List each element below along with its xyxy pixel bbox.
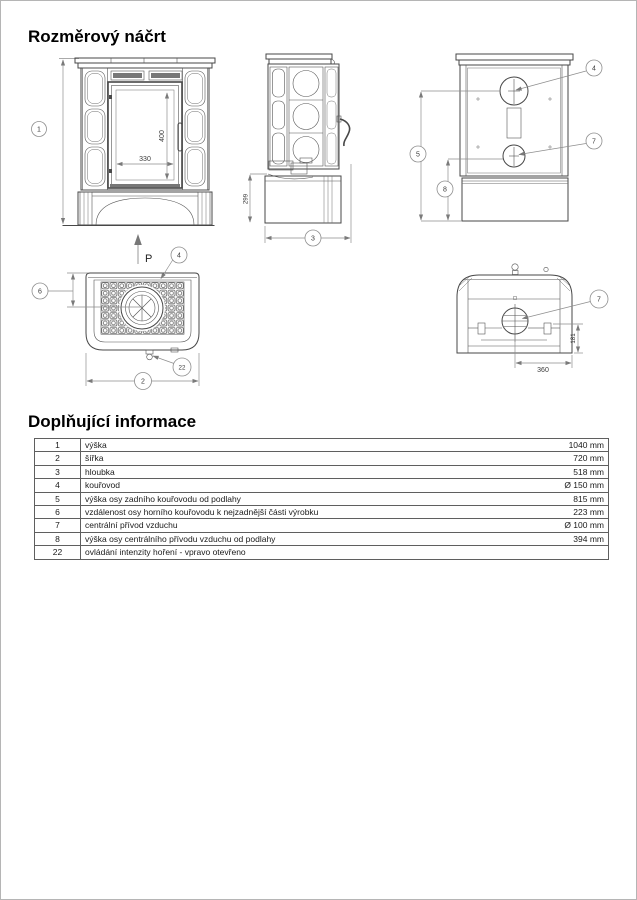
table-row <box>35 519 609 532</box>
row-description: ovládání intenzity hoření - vpravo otevřeno <box>81 546 503 559</box>
row-number: 1 <box>35 439 81 452</box>
row-value: 223 mm <box>502 506 609 519</box>
row-number: 4 <box>35 479 81 492</box>
view-bottom <box>457 264 608 374</box>
row-description: výška <box>81 439 503 452</box>
balloon-flue-height <box>410 146 426 162</box>
table-row <box>35 546 609 559</box>
row-number: 7 <box>35 519 81 532</box>
table-row <box>35 465 609 478</box>
svg-text:3: 3 <box>311 235 315 243</box>
dim-door-height: 400 <box>159 130 166 142</box>
row-description: šířka <box>81 452 503 465</box>
row-number: 6 <box>35 506 81 519</box>
row-value: 815 mm <box>502 492 609 505</box>
balloon-flue <box>171 247 187 263</box>
row-value <box>502 546 609 559</box>
dim-door-width: 330 <box>139 156 151 163</box>
svg-text:1: 1 <box>37 126 41 134</box>
balloon-air-inlet <box>586 133 602 149</box>
balloon-air-inlet-bottom <box>590 290 608 308</box>
row-number: 2 <box>35 452 81 465</box>
front-direction-arrow <box>134 234 152 265</box>
dim-base-height: 299 <box>242 193 250 205</box>
balloon-air-height <box>437 181 453 197</box>
dim-inlet-depth: 181 <box>570 333 577 344</box>
balloon-control <box>173 358 191 376</box>
row-value: 518 mm <box>502 465 609 478</box>
row-number: 22 <box>35 546 81 559</box>
dimensional-drawing <box>1 1 637 401</box>
svg-text:6: 6 <box>38 288 42 296</box>
view-top <box>32 247 199 390</box>
svg-text:22: 22 <box>178 364 186 372</box>
section-title-dimensional-sketch: Rozměrový náčrt <box>28 27 166 46</box>
view-back <box>410 54 602 221</box>
row-number: 8 <box>35 532 81 545</box>
balloon-depth <box>305 230 321 246</box>
row-description: centrální přívod vzduchu <box>81 519 503 532</box>
section-title-additional-info: Doplňující informace <box>28 412 197 431</box>
svg-text:4: 4 <box>592 65 596 73</box>
balloon-offset <box>32 283 48 299</box>
balloon-width <box>135 373 152 390</box>
additional-info-table <box>34 438 609 560</box>
direction-label: P <box>145 253 153 265</box>
table-row <box>35 532 609 545</box>
table-row <box>35 492 609 505</box>
row-value: 1040 mm <box>502 439 609 452</box>
row-value: Ø 100 mm <box>502 519 609 532</box>
balloon-flue-top <box>586 60 602 76</box>
svg-text:7: 7 <box>597 296 601 304</box>
view-front <box>32 58 216 226</box>
row-description: hloubka <box>81 465 503 478</box>
svg-text:8: 8 <box>443 186 447 194</box>
table-row <box>35 479 609 492</box>
dim-half-width: 360 <box>537 367 549 374</box>
table-row <box>35 452 609 465</box>
svg-text:2: 2 <box>141 378 145 386</box>
row-value: 720 mm <box>502 452 609 465</box>
balloon-height <box>32 122 47 137</box>
row-description: výška osy centrálního přívodu vzduchu od podlahy <box>81 532 503 545</box>
row-description: kouřovod <box>81 479 503 492</box>
row-description: výška osy zadního kouřovodu od podlahy <box>81 492 503 505</box>
view-side <box>243 54 352 246</box>
svg-text:4: 4 <box>177 252 181 260</box>
svg-text:7: 7 <box>592 138 596 146</box>
row-value: 394 mm <box>502 532 609 545</box>
row-number: 5 <box>35 492 81 505</box>
table-row <box>35 506 609 519</box>
table-row <box>35 439 609 452</box>
row-description: vzdálenost osy horního kouřovodu k nejzadnější části výrobku <box>81 506 503 519</box>
svg-text:5: 5 <box>416 151 420 159</box>
row-value: Ø 150 mm <box>502 479 609 492</box>
row-number: 3 <box>35 465 81 478</box>
